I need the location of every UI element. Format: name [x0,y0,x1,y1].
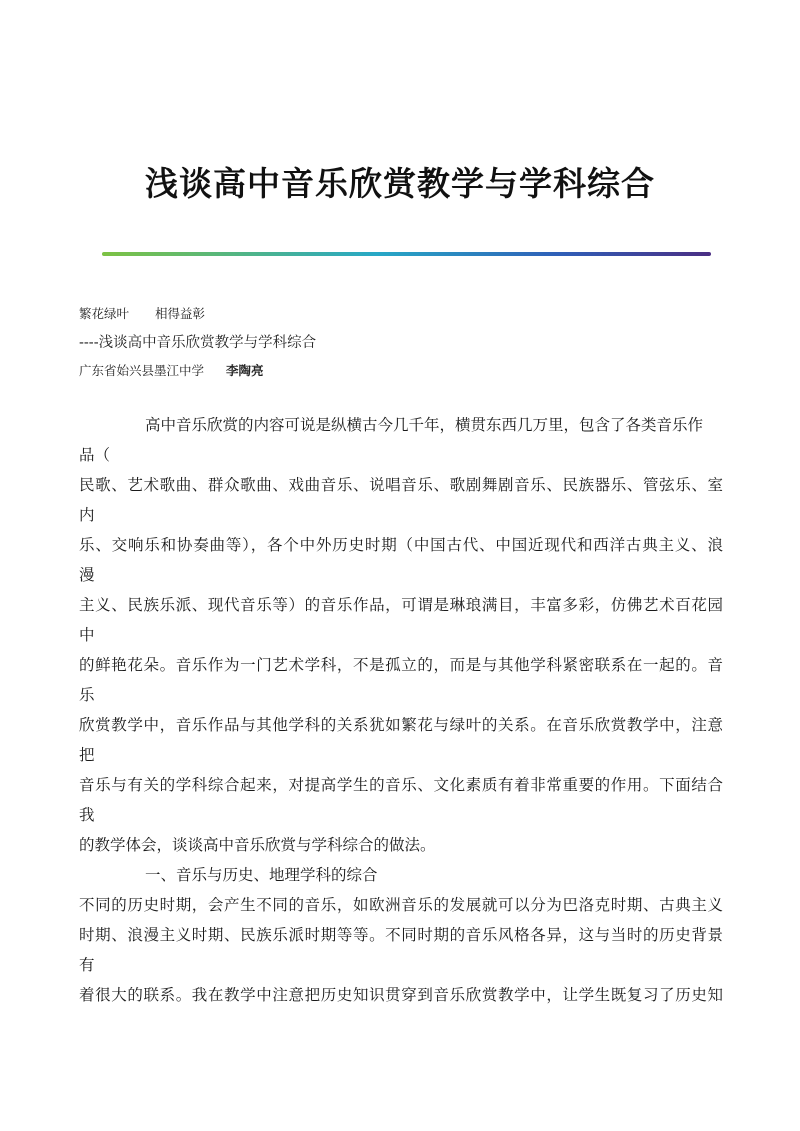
tagline-part1: 繁花绿叶 [79,306,130,321]
document-title: 浅谈高中音乐欣赏教学与学科综合 [145,164,655,203]
paragraph-line: 欣赏教学中，音乐作品与其他学科的关系犹如繁花与绿叶的关系。在音乐欣赏教学中，注意 [79,716,723,734]
paragraph-line: 把 [79,746,95,764]
body-text [79,410,723,1010]
header-subtitle: ----浅谈高中音乐欣赏教学与学科综合 [79,335,317,351]
paragraph-line: 时期、浪漫主义时期、民族乐派时期等等。不同时期的音乐风格各异，这与当时的历史背景 [79,926,723,944]
author-name: 李陶亮 [226,363,264,378]
paragraph-line: 的教学体会，谈谈高中音乐欣赏与学科综合的做法。 [79,836,436,854]
paragraph-line: 我 [79,806,95,824]
paragraph-line: 漫 [79,566,95,584]
tagline-part2: 相得益彰 [155,306,206,321]
title-divider [102,252,711,256]
paragraph-line: 音乐与有关的学科综合起来，对提高学生的音乐、文化素质有着非常重要的作用。下面结合 [79,776,723,794]
paragraph-line: 乐 [79,686,95,704]
paragraph-line: 的鲜艳花朵。音乐作为一门艺术学科，不是孤立的，而是与其他学科紧密联系在一起的。音 [79,656,723,674]
section-heading: 一、音乐与历史、地理学科的综合 [145,866,378,884]
paragraph-line: 着很大的联系。我在教学中注意把历史知识贯穿到音乐欣赏教学中，让学生既复习了历史知 [79,986,723,1004]
paragraph-line: 主义、民族乐派、现代音乐等）的音乐作品，可谓是琳琅满目，丰富多彩，仿佛艺术百花园 [79,596,723,614]
paragraph-line: 中 [79,626,95,644]
header-affiliation [79,361,264,379]
paragraph-line: 高中音乐欣赏的内容可说是纵横古今几千年，横贯东西几万里，包含了各类音乐作 [145,416,704,434]
header-tagline [79,304,205,322]
paragraph-line: 不同的历史时期，会产生不同的音乐，如欧洲音乐的发展就可以分为巴洛克时期、古典主义 [79,896,723,914]
paragraph-line: 乐、交响乐和协奏曲等），各个中外历史时期（中国古代、中国近现代和西洋古典主义、浪 [79,536,723,554]
paragraph-line: 内 [79,506,95,524]
school-name: 广东省始兴县墨江中学 [79,363,205,378]
paragraph-line: 品（ [79,446,111,464]
paragraph-line: 民歌、艺术歌曲、群众歌曲、戏曲音乐、说唱音乐、歌剧舞剧音乐、民族器乐、管弦乐、室 [79,476,723,494]
paragraph-line: 有 [79,956,95,974]
